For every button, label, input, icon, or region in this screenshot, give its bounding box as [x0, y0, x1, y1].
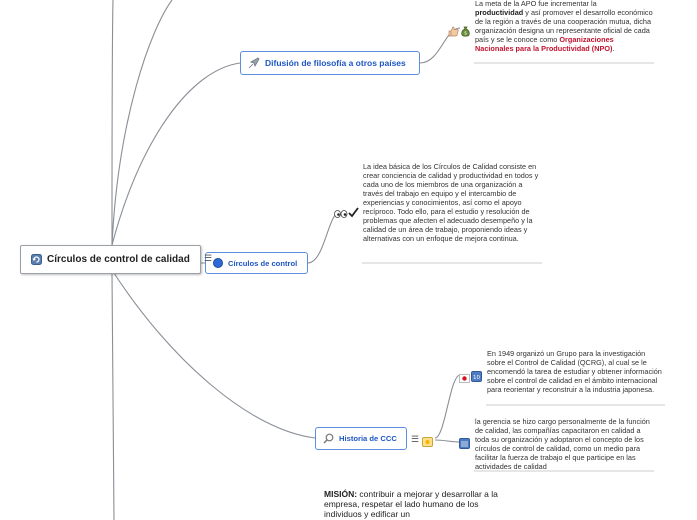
mision-label: MISIÓN: — [324, 489, 358, 499]
notes-menu-icon[interactable]: ☰ — [411, 434, 420, 444]
checkmark-icon — [348, 205, 359, 223]
note-idea-basica: La idea básica de los Círculos de Calidad consiste en crear conciencia de calidad y productividad en todos y cada uno de los miembros de una organización a través del trabajo en equipo y el intercambio de experiencias y conocimientos, así como el apoyo recíproco. Todo ello, para el estudio y resolución de problemas que afecten el adecuado desempeño y la calidad de un área de trabajo, proponiendo ideas y alternativas con un enfoque de mejora continua. — [363, 162, 539, 244]
note-apo-rest: y así promover el desarrollo económico de la región a través de una cooperación mutua, dicha organización designa un representante oficial de cada país y se le conoce como — [475, 8, 653, 45]
link-historia-note1 — [435, 375, 460, 438]
calendar-icon — [459, 436, 470, 454]
refresh-icon — [31, 254, 42, 265]
topic-circulos[interactable] — [205, 252, 308, 274]
calendar-icon — [471, 369, 482, 387]
link-historia — [112, 270, 315, 438]
link-difusion — [112, 63, 240, 245]
svg-text:10: 10 — [473, 375, 480, 381]
note-apo-npo: Organizaciones Nacionales para la Productividad (NPO) — [475, 35, 614, 54]
blue-circle-icon — [213, 258, 223, 268]
bulb-icon — [422, 434, 433, 452]
topic-historia[interactable] — [315, 427, 407, 450]
note-apo-end: . — [612, 44, 615, 54]
topic-circulos-label: Círculos de control — [228, 258, 298, 268]
note-mision — [324, 489, 499, 519]
notes-menu-icon[interactable]: ☰ — [204, 253, 213, 263]
mision-text: contribuir a mejorar y desarrollar a la empresa, respetar el lado humano de los individuos y edificar un — [324, 489, 498, 519]
money-bag-icon — [460, 24, 471, 42]
central-topic-label: Círculos de control de calidad — [47, 254, 190, 265]
magnifier-icon — [323, 433, 334, 444]
link-bottom — [112, 274, 114, 520]
note-historia-gerencia: la gerencia se hizo cargo personalmente de la función de calidad, las compañías capacitaron en calidad a toda su organización y adoptaron el concepto de los círculos de control de calidad, como un medio para facilitar la fuerza de trabajo el que participe en las actividades de calidad — [475, 417, 650, 472]
link-top-2 — [112, 0, 113, 245]
note-apo-line1: La meta de la APO fue incrementar la — [475, 0, 597, 8]
link-top-1 — [112, 0, 172, 245]
central-topic[interactable] — [20, 245, 201, 274]
svg-text:$: $ — [464, 31, 467, 37]
topic-historia-label: Historia de CCC — [339, 434, 397, 443]
japan-flag-icon — [459, 370, 470, 388]
airplane-icon — [248, 57, 260, 69]
note-apo-bold: productividad — [475, 8, 524, 18]
link-historia-note2 — [435, 440, 460, 442]
topic-difusion[interactable] — [240, 51, 420, 75]
note-apo — [475, 0, 653, 53]
note-historia-1949: En 1949 organizó un Grupo para la investigación sobre el Control de Calidad (QCRG), al cual se le encomendó la tarea de estudiar y obtener información sobre el control de calidad en el ámbito internacional para reorientar y reconstruir a la industria japonesa. — [487, 349, 662, 395]
thumbs-up-icon — [448, 24, 459, 42]
topic-difusion-label: Difusión de filosofía a otros países — [265, 58, 406, 68]
eyes-icon — [334, 206, 348, 224]
